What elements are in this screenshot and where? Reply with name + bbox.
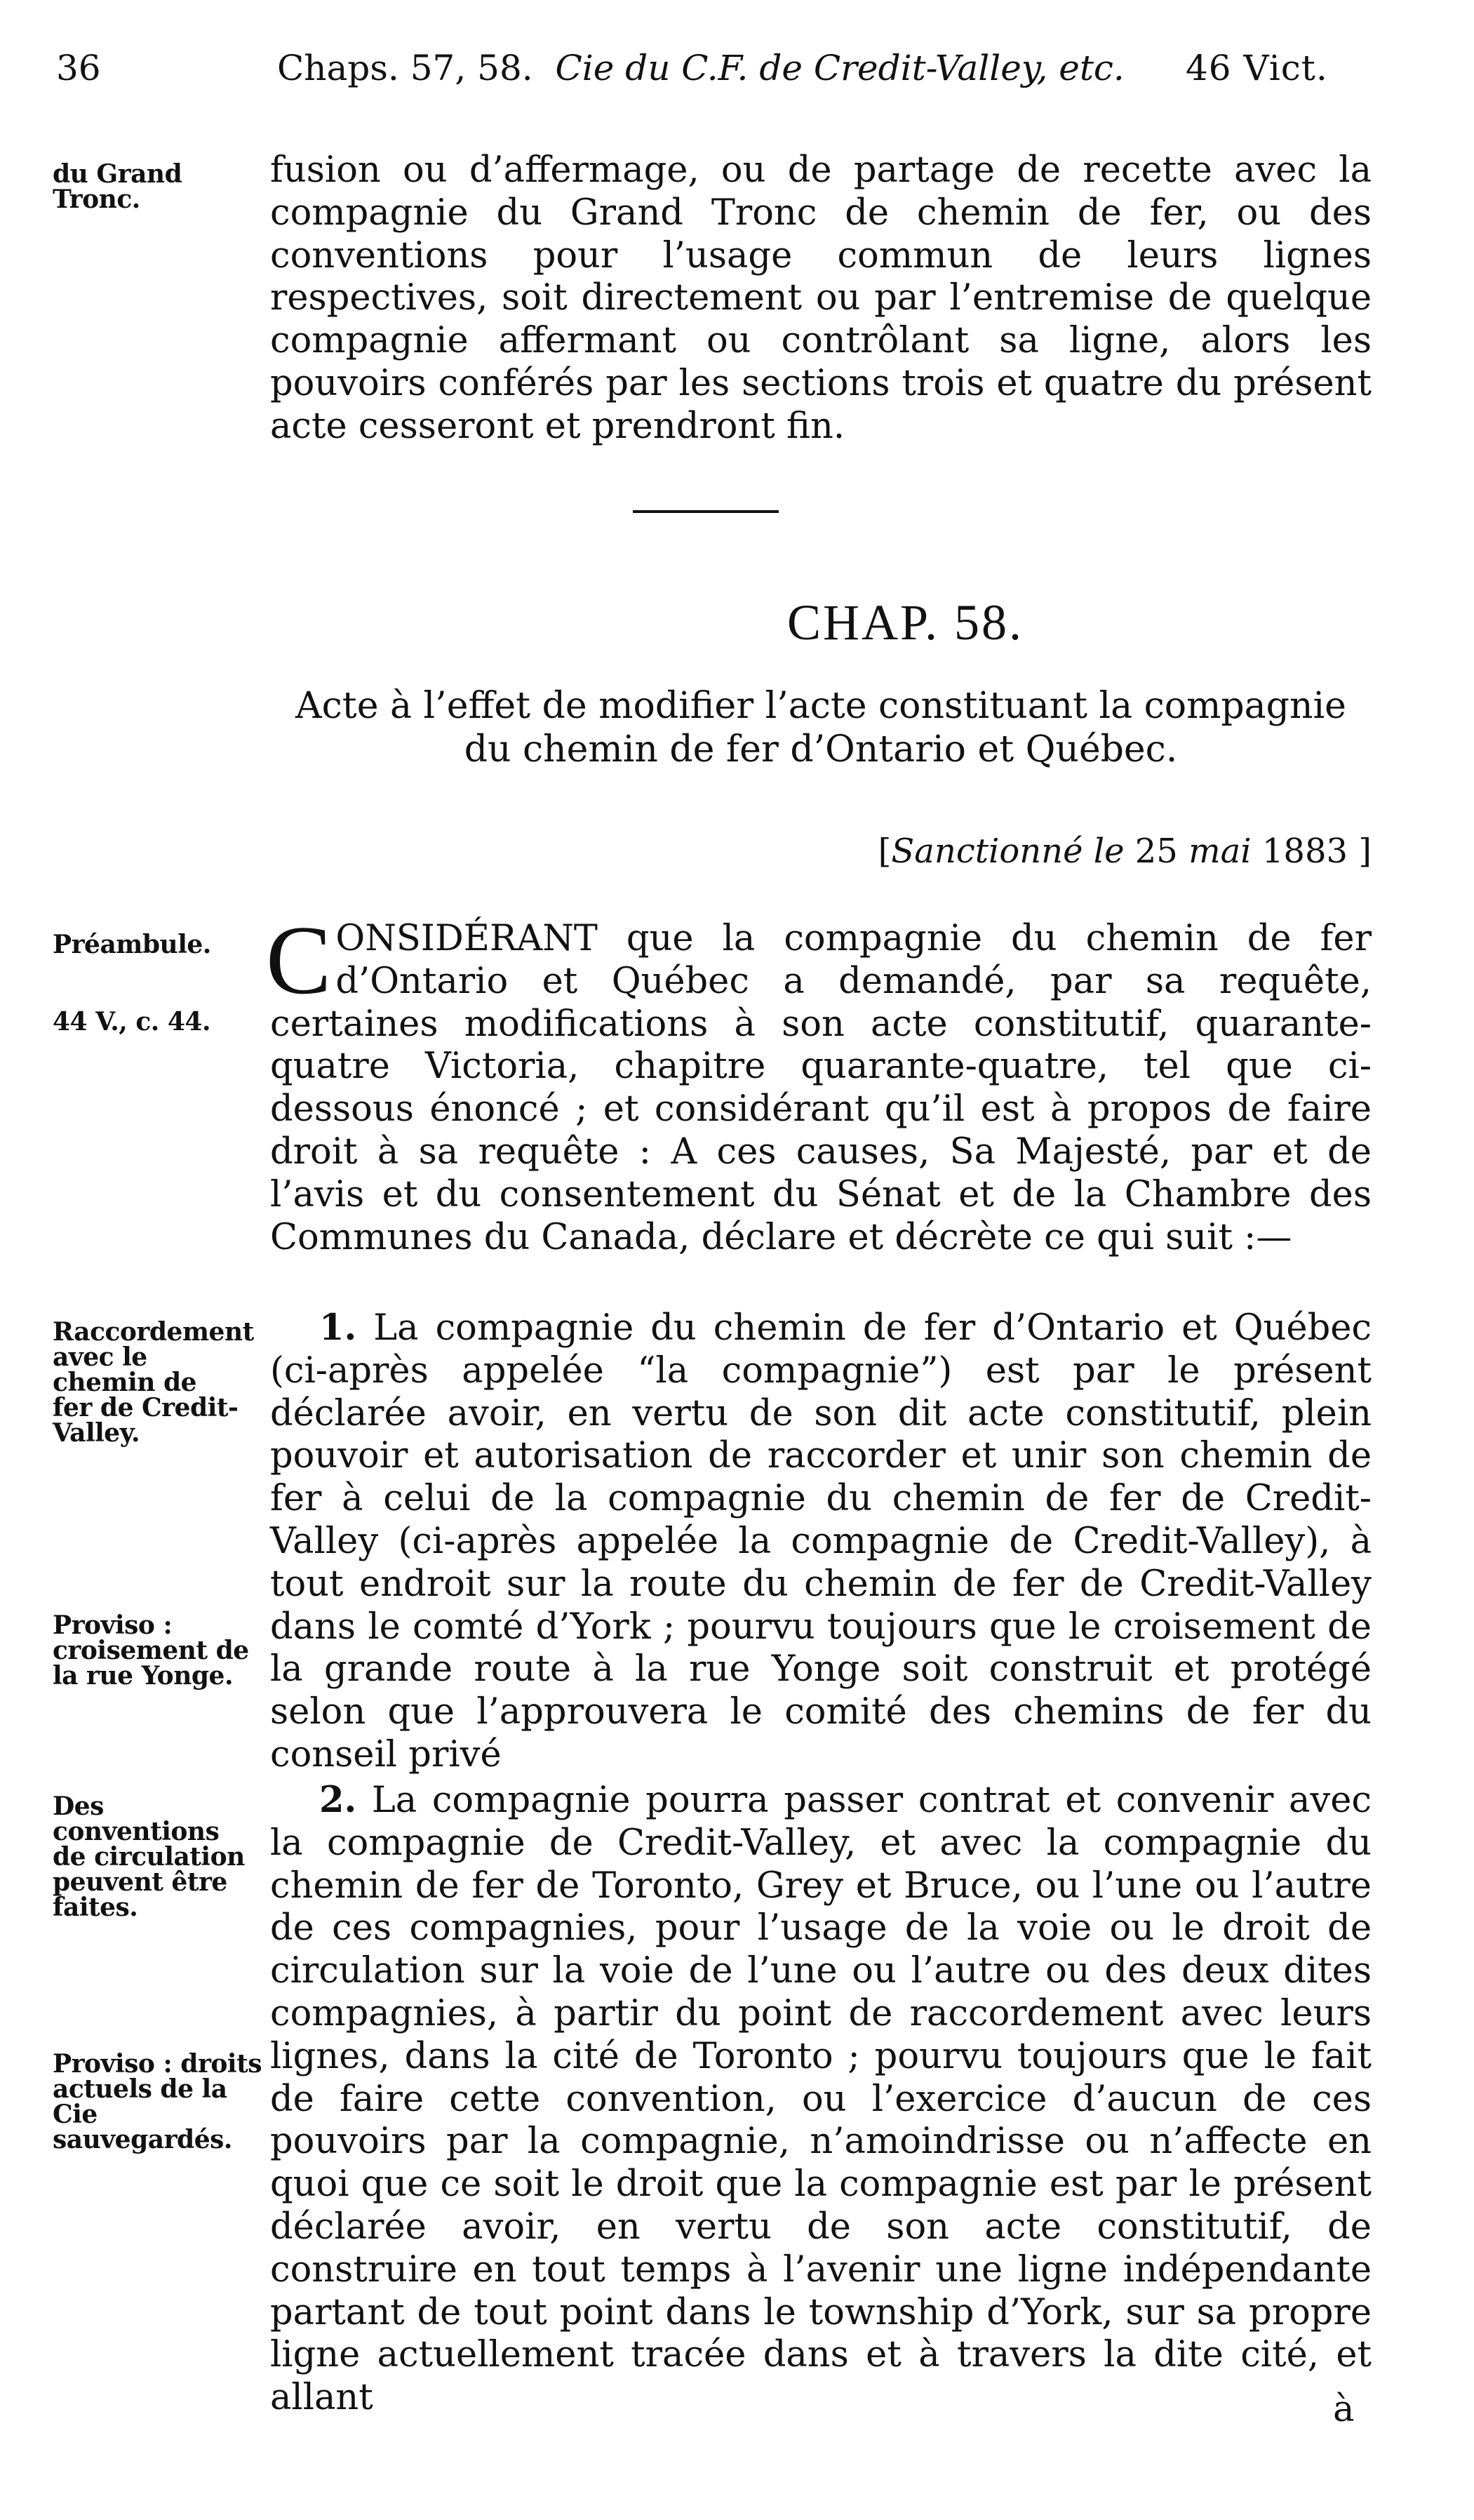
sanction-year: 1883 ] (1261, 832, 1372, 871)
catchword: à (1333, 2389, 1355, 2430)
chapter-heading (0, 594, 1474, 652)
continuation-paragraph: fusion ou d’affermage, ou de partage de recette avec la compagnie du Grand Tronc de chemin de fer, ou des conventions pour l’usage commun de leurs lignes respectives, soit directement ou par l’entremise de quelque compagnie affermant ou contrôlant sa ligne, alors les pouvoirs conférés par les sections trois et quatre du présent acte cesseront et prendront fin. (270, 149, 1372, 447)
section-2-text: La compagnie pourra passer contrat et convenir avec la compagnie de Credit-Valley, et avec la compagnie du chemin de fer de Toronto, Grey et Bruce, ou l’une ou l’autre de ces compagnies, pour l’usage de la voie ou le droit de circulation sur la voie de l’une ou l’autre ou des deux dites compagnies, à partir du point de raccordement avec leurs lignes, dans la cité de Toronto ; pourvu toujours que le fait de faire cette convention, ou l’exercice d’aucun de ces pouvoirs par la compagnie, n’amoindrisse ou n’affecte en quoi que ce soit le droit que la compagnie est par le présent déclarée avoir, en vertu de son acte constitutif, de construire en tout temps à l’avenir une ligne indépendante partant de tout point dans le township d’York, sur sa propre ligne actuellement tracée dans et à travers la dite cité, et allant (270, 1780, 1372, 2419)
section-divider (633, 510, 779, 513)
preamble-paragraph (266, 906, 1372, 1259)
drop-cap: C (266, 906, 332, 1015)
section-1-number: 1. (319, 1307, 357, 1349)
sanction-month: mai (1188, 832, 1252, 871)
side-note-preambule: Préambule. (53, 930, 211, 959)
side-note-raccordement: Raccordement avec le chemin de fer de Credit-Valley. (53, 1317, 254, 1448)
sanction-day: 25 (1134, 832, 1178, 871)
sanction-label: Sanctionné le (891, 832, 1125, 871)
page-number: 36 (56, 48, 101, 88)
header-chapters: Chaps. 57, 58. (277, 48, 533, 88)
header-regnal-year: 46 Vict. (1186, 48, 1328, 88)
side-note-proviso-yonge: Proviso : croisement de la rue Yonge. (53, 1611, 249, 1691)
preamble-text: ONSIDÉRANT que la compagnie du chemin de fer d’Ontario et Québec a demandé, par sa requête, certaines modifications à son acte constitutif, quarante-quatre Victoria, chapitre quarante-quatre, tel que ci-dessous énoncé ; et considérant qu’il est à propos de faire droit à sa requête : A ces causes, Sa Majesté, par et de l’avis et du consentement du Sénat et de la Chambre des Communes du Canada, déclare et décrète ce qui suit :— (270, 918, 1372, 1258)
section-2-paragraph (270, 1779, 1372, 2420)
side-note-proviso-droits: Proviso : droits actuels de la Cie sauvegardés. (53, 2049, 262, 2154)
sanction-bracket: [ (878, 832, 892, 871)
section-2-number: 2. (319, 1779, 357, 1821)
side-note-conventions: Des conventions de circulation peuvent être faites. (53, 1792, 245, 1922)
side-note-44v: 44 V., c. 44. (53, 1007, 210, 1036)
header-running-title: Cie du C.F. de Credit-Valley, etc. (555, 48, 1125, 88)
section-1-paragraph (270, 1307, 1372, 1777)
chapter-heading-text: CHAP. 58. (786, 594, 1024, 651)
side-note-grand-tronc: du Grand Tronc. (53, 159, 182, 214)
section-1-text: La compagnie du chemin de fer d’Ontario et Québec (ci-après appelée “la compagnie”) est par le présent déclarée avoir, en vertu de son dit acte constitutif, plein pouvoir et autorisation de raccorder et unir son chemin de fer à celui de la compagnie du chemin de fer de Credit-Valley (ci-après appelée la compagnie de Credit-Valley), à tout endroit sur la route du chemin de fer de Credit-Valley dans le comté d’York ; pourvu toujours que le croisement de la grande route à la rue Yonge soit construit et protégé selon que l’approuvera le comité des chemins de fer du conseil privé (270, 1307, 1372, 1775)
sanction-date (878, 832, 1372, 871)
running-header (277, 48, 1125, 88)
act-title: Acte à l’effet de modifier l’acte constituant la compagnie du chemin de fer d’Ontario et Québec. (295, 685, 1346, 771)
